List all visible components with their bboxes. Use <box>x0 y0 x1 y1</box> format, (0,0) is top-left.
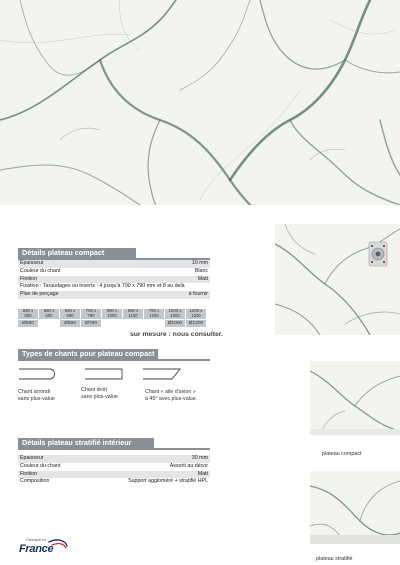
dimension-cell: 590 x 690 <box>39 309 59 319</box>
row-label: Composition <box>18 478 84 486</box>
edge-rounded-illustration <box>18 366 60 382</box>
spec-table-stratifie <box>18 455 210 486</box>
edge-bevel-illustration <box>142 366 184 382</box>
table-row <box>18 276 210 284</box>
edge-straight-illustration <box>84 366 126 382</box>
divider <box>18 448 210 450</box>
row-label: Plan de perçage <box>18 291 187 299</box>
table-row <box>18 268 210 276</box>
section-edge-types <box>18 349 210 361</box>
dimension-cell: 790 x 790 <box>81 309 101 319</box>
table-row <box>18 471 210 479</box>
diameter-cell: Ø590 <box>18 320 38 327</box>
marble-swatch-top <box>275 224 400 335</box>
row-value: Blanc <box>187 268 210 276</box>
caption-compact: plateau compact <box>322 451 362 457</box>
diameter-cell: Ø1200 <box>186 320 206 327</box>
table-row <box>18 291 210 299</box>
diameter-cell: Ø690 <box>60 320 80 327</box>
dimension-cell: 790 x 1200 <box>144 309 164 319</box>
marble-swatch-compact <box>310 361 400 435</box>
row-label: Couleur du chant <box>18 463 84 471</box>
section-compact-details <box>18 248 210 299</box>
row-value: 30 mm <box>84 455 210 463</box>
row-value: Matt <box>187 276 210 284</box>
row-label: Épaisseur <box>18 260 187 268</box>
row-label: Fixation : Taraudages ou inserts : 4 jusqu'à 790 x 790 mm et 8 au delà <box>20 283 185 290</box>
section-title: Détails plateau stratifié intérieur <box>18 438 154 448</box>
diameter-cell <box>102 320 122 327</box>
spec-table-compact <box>18 260 210 299</box>
diameter-cell <box>144 320 164 327</box>
row-value <box>187 283 210 291</box>
section-title: Détails plateau compact <box>18 248 136 258</box>
dimension-cell: 690 x 690 <box>60 309 80 319</box>
edge-rounded-label: Chant arrondi sans plus-value <box>18 389 55 402</box>
edge-straight-label: Chant droit sans plus-value <box>81 387 118 400</box>
diameter-cell: Ø1000 <box>165 320 185 327</box>
logo-small-text: Fabriqué en <box>26 538 47 542</box>
dimension-cell: 1000 x 1000 <box>165 309 185 319</box>
diameter-cell: Ø790 <box>81 320 101 327</box>
dimension-cell: 1200 x 1200 <box>186 309 206 319</box>
divider <box>18 359 210 361</box>
dimension-cell: 590 x 1000 <box>102 309 122 319</box>
table-row <box>18 463 210 471</box>
marble-swatch-stratifie <box>310 471 400 544</box>
table-row <box>18 455 210 463</box>
marble-hero-image <box>0 0 400 205</box>
row-label: Épaisseur <box>18 455 84 463</box>
table-row <box>18 283 210 291</box>
row-value: Assorti au décor <box>84 463 210 471</box>
row-label: Couleur du chant <box>18 268 187 276</box>
section-title: Types de chants pour plateau compact <box>18 349 158 359</box>
sur-mesure-note: sur mesure : nous consulter. <box>130 331 223 338</box>
table-row <box>18 260 210 268</box>
row-label: Finition <box>18 276 187 284</box>
section-stratifie-details <box>18 438 210 486</box>
dimension-grid <box>18 309 206 319</box>
row-value: 10 mm <box>187 260 210 268</box>
table-leg-hardware <box>369 242 387 266</box>
row-value: Matt <box>84 471 210 479</box>
dimension-cell: 690 x 1100 <box>123 309 143 319</box>
diameter-cell <box>123 320 143 327</box>
table-row <box>18 478 210 486</box>
row-label: Finition <box>18 471 84 479</box>
logo-big-text: France <box>19 543 54 555</box>
edge-bevel-label: Chant « aile d'avion » à 45° avec plus-value. <box>145 389 198 402</box>
row-value: à fournir <box>188 291 209 298</box>
diameter-row <box>18 320 206 327</box>
dimension-cell: 590 x 590 <box>18 309 38 319</box>
row-value: Support aggloméré + stratifié HPL <box>84 478 210 486</box>
diameter-cell <box>39 320 59 327</box>
caption-stratifie: plateau stratifié <box>316 556 353 562</box>
